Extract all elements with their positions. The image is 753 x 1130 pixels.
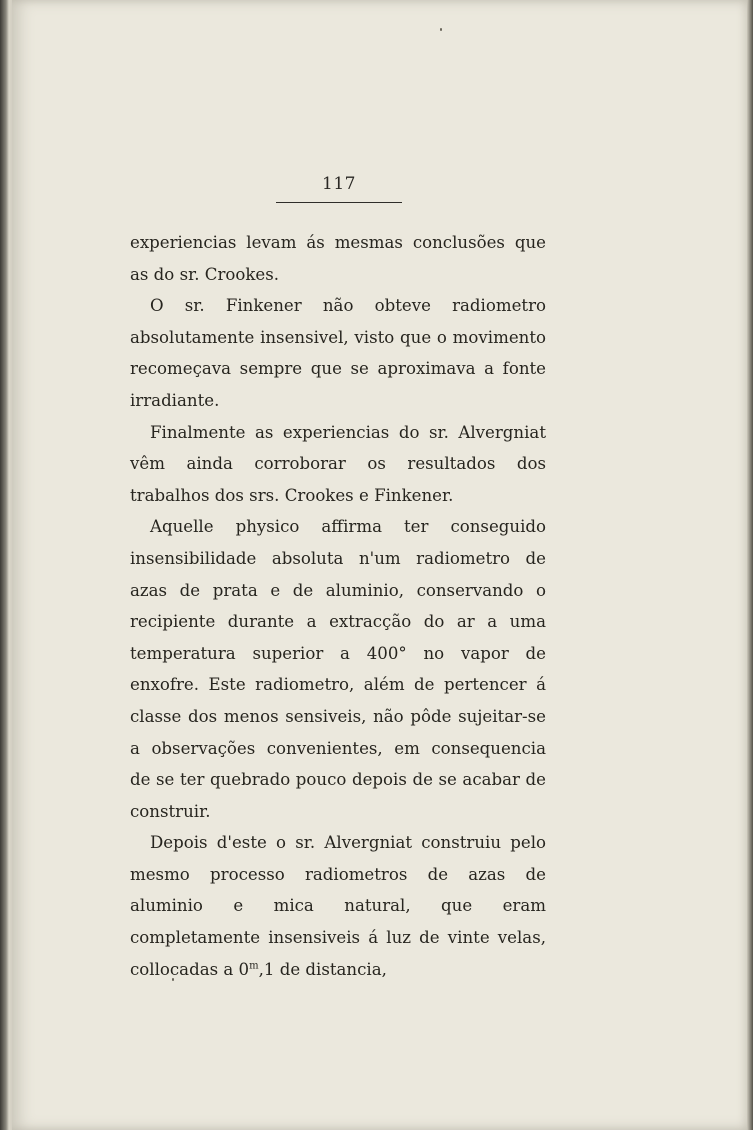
page-fore-edge — [747, 0, 753, 1130]
page-number: 117 — [322, 174, 356, 194]
body-text — [130, 227, 546, 985]
paper-speck — [440, 28, 442, 31]
paragraph-physico: Aquelle physico affirma ter conseguido insensibilidade absoluta n'um radiometro de azas de prata e de aluminio, conservando o recipiente durante a extracção do ar a uma temperatura superior a 400° no vapor de enxofre. Este radiometro, além de pertencer á classe dos menos sensiveis, não pôde sujeitar-se a observações convenientes, em consequencia de se ter quebrado pouco depois de se acabar de construir. — [130, 517, 546, 821]
paragraph-depois-text: Depois d'este o sr. Alvergniat construiu pelo mesmo processo radiometros de azas de aluminio e mica natural, que eram completamente insensiveis á luz de vinte velas, collocadas a 0 — [130, 833, 546, 979]
paragraph-depois-end: ,1 de distancia, — [258, 959, 387, 979]
header-rule — [276, 202, 402, 203]
paragraph-finkener: O sr. Finkener não obteve radiometro absolutamente insensivel, visto que o movimento recomeçava sempre que se aproximava a fonte irradiante. — [130, 296, 546, 410]
paragraph-depois — [130, 827, 546, 985]
paragraph-alvergniat: Finalmente as experiencias do sr. Alvergniat vêm ainda corroborar os resultados dos trabalhos dos srs. Crookes e Finkener. — [130, 422, 546, 505]
unit-superscript: m — [249, 960, 259, 972]
paragraph-continued: experiencias levam ás mesmas conclusões que as do sr. Crookes. — [130, 233, 546, 284]
page-header — [276, 174, 402, 203]
